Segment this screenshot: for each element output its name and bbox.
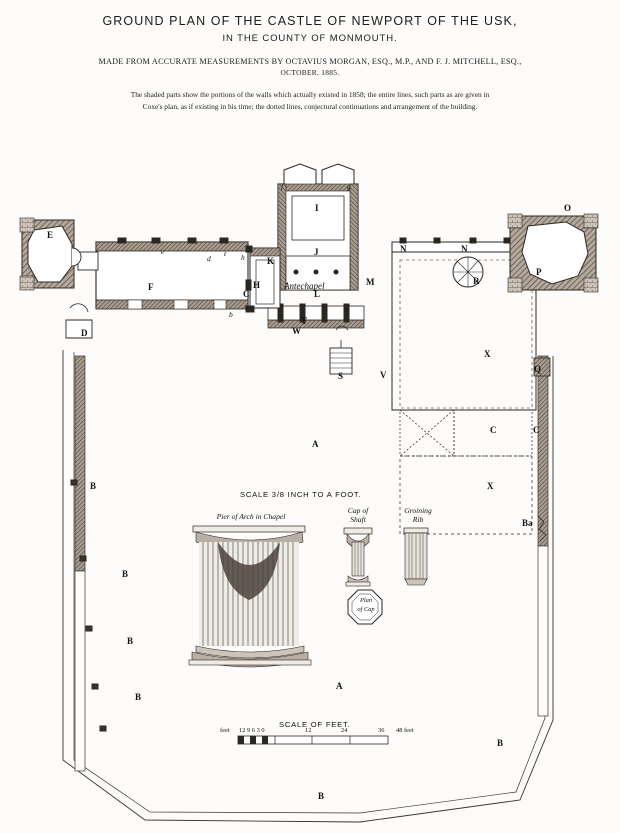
key-B6: B xyxy=(497,738,504,748)
key-K: K xyxy=(267,256,275,266)
key-A: A xyxy=(312,439,319,449)
key-b: b xyxy=(229,310,233,319)
sheet-header xyxy=(0,14,620,112)
figure-cap-of-shaft xyxy=(344,528,372,586)
pier-caption: Pier of Arch in Chapel xyxy=(216,512,286,521)
ruler-left-ticks: 12 9 6 3 0 xyxy=(239,727,265,734)
key-e: e xyxy=(161,247,165,256)
rib-caption-2: Rib xyxy=(412,515,424,524)
key-H: H xyxy=(253,280,261,290)
key-B3: B xyxy=(127,636,134,646)
page-subtitle: IN THE COUNTY OF MONMOUTH. xyxy=(222,33,398,44)
cap-caption-1: Cap of xyxy=(347,506,369,515)
key-B2: B xyxy=(122,569,129,579)
ruler-end-label: 48 feet xyxy=(396,727,414,734)
plan-of-cap-caption-2: of Cap xyxy=(357,606,375,613)
key-C1: C xyxy=(243,289,250,299)
key-B5: B xyxy=(318,791,325,801)
key-f: f xyxy=(281,182,284,191)
key-g: g xyxy=(347,182,351,191)
key-Ba: Ba xyxy=(522,518,533,528)
key-h: h xyxy=(241,253,245,262)
key-I: I xyxy=(315,203,319,213)
key-A2: A xyxy=(336,681,343,691)
key-t: t xyxy=(224,249,227,258)
credit-date: OCTOBER, 1885. xyxy=(280,68,340,77)
key-M: M xyxy=(366,277,375,287)
figure-groining-rib xyxy=(404,528,428,585)
key-F: F xyxy=(148,282,154,292)
plan-of-cap-caption-1: Plan xyxy=(359,597,373,604)
cap-caption-2: Shaft xyxy=(350,515,366,524)
legend-note-line2: Coxe's plan, as if existing in his time; the dotted lines, conjectural continuations and arrangement of the building. xyxy=(142,101,478,111)
key-E: E xyxy=(47,230,54,240)
key-X1: X xyxy=(484,349,491,359)
key-L: L xyxy=(314,289,321,299)
ruler-tick-12: 12 xyxy=(305,727,312,734)
key-P: P xyxy=(536,267,542,277)
key-S: S xyxy=(338,371,344,381)
key-N2: N xyxy=(461,244,468,254)
key-T: T xyxy=(301,316,308,326)
key-O: O xyxy=(564,203,572,213)
key-B4: B xyxy=(135,692,142,702)
ruler-left-word: feet xyxy=(220,727,230,734)
key-J: J xyxy=(314,247,319,257)
key-W: W xyxy=(292,326,301,336)
credit-line: MADE FROM ACCURATE MEASUREMENTS BY OCTAVIUS MORGAN, ESQ., M.P., AND F. J. MITCHELL, ESQ., xyxy=(98,57,522,66)
figure-pier-of-arch xyxy=(189,526,311,667)
ruler-tick-24: 24 xyxy=(341,727,348,734)
key-D: D xyxy=(81,328,88,338)
page-title: GROUND PLAN OF THE CASTLE OF NEWPORT OF THE USK, xyxy=(102,14,518,28)
key-d: d xyxy=(207,254,211,263)
key-R: R xyxy=(473,276,480,286)
key-c: c xyxy=(245,302,249,311)
scale-of-feet-label: SCALE OF FEET. xyxy=(279,720,351,729)
key-V: V xyxy=(380,370,387,380)
key-N1: N xyxy=(400,244,407,254)
antechapel-label: Antechapel xyxy=(284,281,325,291)
ground-plan-drawing xyxy=(0,160,620,833)
scale-ruler xyxy=(238,736,388,744)
legend-note-line1: The shaded parts show the portions of the walls which actually existed in 1858; the entire lines, such parts as are given in xyxy=(130,90,490,99)
key-Q: Q xyxy=(534,364,542,374)
scale-note: SCALE 3/8 INCH TO A FOOT. xyxy=(240,490,362,499)
key-C2: C xyxy=(490,425,497,435)
key-X2: X xyxy=(487,481,494,491)
key-B1: B xyxy=(90,481,97,491)
key-C3: C xyxy=(533,425,540,435)
rib-caption-1: Groining xyxy=(404,506,432,515)
ruler-tick-36: 36 xyxy=(378,727,385,734)
